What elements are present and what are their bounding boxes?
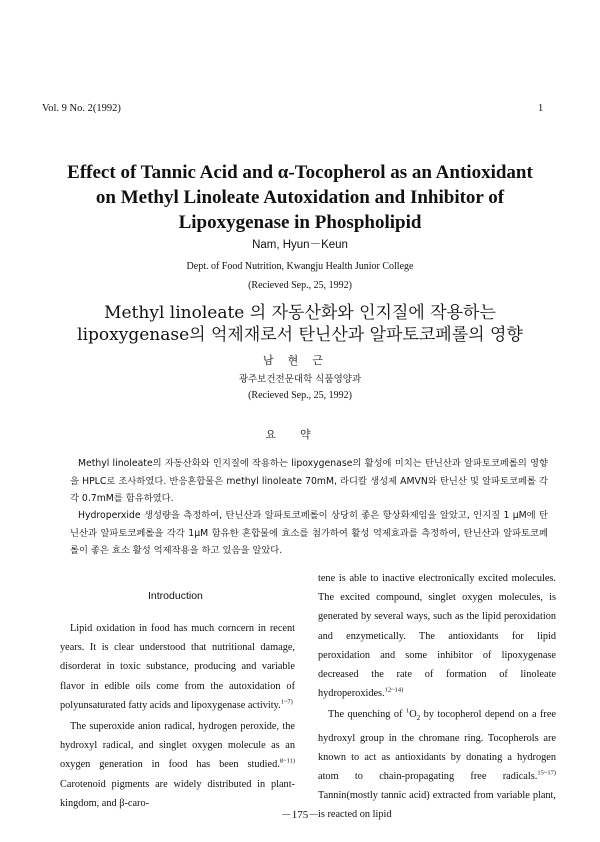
title-line-3: Lipoxygenase in Phospholipid <box>178 212 422 233</box>
page-number: 1 <box>538 103 544 114</box>
author-name: Nam, Hyun－Keun <box>252 239 348 251</box>
abstract-paragraph-2: Hydroperxide 생성량을 측정하여, 탄닌산과 알파토코페롤이 상당히 좋은 항상화제임을 알았고, 인지질 1 μM에 탄닌산과 알파토코페롤을 각각 1μM 함유한 혼합물에 효소를 첨가하여 활성 억제효과를 측정하여, 탄닌산과 알파토코페롤이 좋은 효소 활성 억제작용을 하고 있음을 알았다. <box>70 510 548 556</box>
korean-title-line-1: Methyl linoleate 의 자동산화와 인지질에 작용하는 <box>104 303 496 323</box>
paper-title <box>0 160 600 235</box>
intro-paragraph-1-text: Lipid oxidation in food has much corncern in recent years. It is clear understood that nutritional damage, disorderat in toxic substance, producing and variable flavor in edible oils come from the autoxidation of polyunsaturated fatty acids and lipoxygenase activity. <box>60 623 295 711</box>
singlet-superscript: 1 <box>405 708 410 715</box>
right-column <box>318 569 556 825</box>
intro-paragraph-2-text-a: The superoxide anion radical, hydrogen peroxide, the hydroxyl radical, and singlet oxygen molecule as an oxygen generation in food has been studied. <box>60 721 295 771</box>
title-line-1: Effect of Tannic Acid and α-Tocopherol as an Antioxidant <box>67 162 533 183</box>
korean-title <box>0 302 600 346</box>
korean-title-line-2: lipoxygenase의 억제재로서 탄닌산과 알파토코페롤의 영향 <box>77 325 523 345</box>
abstract-heading: 요약 <box>265 428 335 441</box>
korean-affiliation: 광주보건전문대학 식품영양과 <box>238 374 362 385</box>
left-column <box>60 619 295 813</box>
reference-superscript: 12~14) <box>384 686 404 694</box>
received-date: (Recieved Sep., 25, 1992) <box>248 280 352 291</box>
journal-volume: Vol. 9 No. 2(1992) <box>42 103 121 114</box>
page-footer-number: －175－ <box>280 809 320 821</box>
reference-superscript: 15~17) <box>537 769 556 777</box>
intro-paragraph-2-text-b: Carotenoid pigments are widely distributed in plant-kingdom, and β-caro- <box>60 778 295 809</box>
intro-paragraph-4-text-a: The quenching of <box>328 709 406 721</box>
intro-paragraph-1 <box>60 619 295 715</box>
intro-paragraph-3 <box>318 569 556 703</box>
oxygen-subscript: 2 <box>416 714 421 723</box>
intro-paragraph-2 <box>60 717 295 813</box>
abstract-paragraph-1: Methyl linoleate의 자동산화와 인지질에 작용하는 lipoxygenase의 활성에 미치는 탄닌산과 알파토코페롤의 영향을 HPLC로 조사하였다. 반응혼합물은 methyl linoleate 70mM, 라디칼 생성제 AMVN와 탄닌산 및 알파토코페롤 각각 0.7mM를 함유하였다. <box>70 458 548 504</box>
reference-superscript: 8~11) <box>279 758 295 765</box>
korean-author-name: 남현근 <box>263 354 337 367</box>
reference-superscript: 1~7) <box>280 698 293 706</box>
korean-received-date: (Recieved Sep., 25, 1992) <box>248 390 352 401</box>
oxygen-symbol: O <box>409 709 417 721</box>
author-affiliation: Dept. of Food Nutrition, Kwangju Health Junior College <box>186 261 414 272</box>
intro-paragraph-4-text-b: by tocopherol depend on a free hydroxyl group in the chromane ring. Tocopherols are known to act as antioxidants by donating a hydrogen atom to chain-propagating free radicals. <box>318 709 556 783</box>
intro-paragraph-4-text-c: Tannin(mostly tannic acid) extracted from variable plant, is reacted on lipid <box>318 790 556 821</box>
title-line-2: on Methyl Linoleate Autoxidation and Inhibitor of <box>95 187 505 208</box>
introduction-heading: Introduction <box>148 590 203 602</box>
intro-paragraph-3-text: tene is able to inactive electronically excited molecules. The excited compound, singlet oxygen molecules, is generated by several ways, such as the lipid peroxidation and enzymetically. The antioxidants for lipid peroxidation and some inhibitor of lipoxygenase decreased the rate of formation of linoleate hydroperoxides. <box>318 573 556 700</box>
